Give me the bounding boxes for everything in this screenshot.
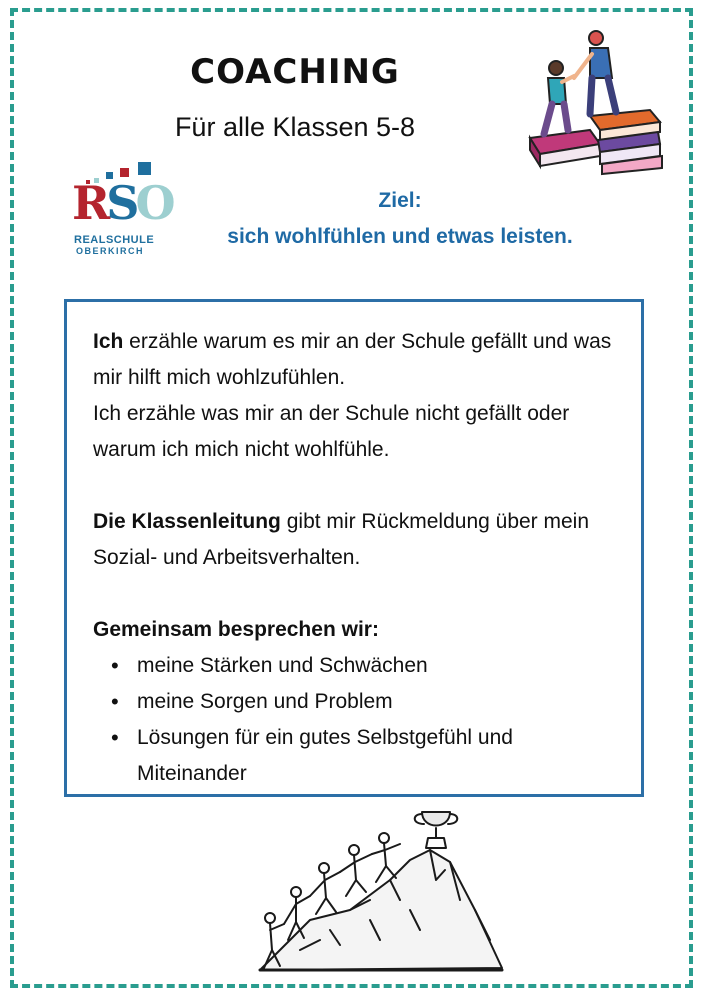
logo-letter-r: R xyxy=(72,176,107,230)
paragraph-teacher-subject: Die Klassenleitung xyxy=(93,510,281,533)
school-logo xyxy=(72,158,172,258)
paragraph-student-text: erzähle warum es mir an der Schule gefällt und was mir hilft mich wohlzufühlen. xyxy=(93,330,612,389)
list-item: • meine Stärken und Schwächen xyxy=(93,648,615,684)
goal-text: sich wohlfühlen und etwas leisten. xyxy=(227,225,573,248)
discussion-heading: Gemeinsam besprechen wir: xyxy=(93,618,379,641)
paragraph-teacher xyxy=(93,504,615,576)
paragraph-teacher-text: gibt mir Rückmeldung über mein Sozial- und Arbeitsverhalten. xyxy=(93,510,590,569)
logo-letter-o: O xyxy=(135,176,172,230)
paragraph-student-subject: Ich xyxy=(93,330,124,353)
paragraph-student-dislikes: Ich erzähle was mir an der Schule nicht gefällt oder warum ich mich nicht wohlfühle. xyxy=(93,402,570,461)
page-subtitle: Für alle Klassen 5-8 xyxy=(174,112,416,142)
list-item: • Lösungen für ein gutes Selbstgefühl und Miteinander xyxy=(93,720,615,792)
paragraph-student xyxy=(93,324,615,396)
logo-letters xyxy=(72,176,172,230)
goal-statement xyxy=(170,183,630,255)
page-title: COACHING xyxy=(190,52,400,92)
people-climbing-books-icon xyxy=(520,26,670,176)
coaching-content-box xyxy=(64,299,644,797)
goal-label: Ziel: xyxy=(378,189,422,212)
logo-school-type: REALSCHULE xyxy=(74,234,155,246)
climbers-mountain-trophy-icon xyxy=(240,800,510,980)
list-item: • meine Sorgen und Problem xyxy=(93,684,615,720)
logo-school-town: OBERKIRCH xyxy=(76,246,145,256)
discussion-list xyxy=(93,648,615,792)
logo-letter-s: S xyxy=(106,176,136,230)
